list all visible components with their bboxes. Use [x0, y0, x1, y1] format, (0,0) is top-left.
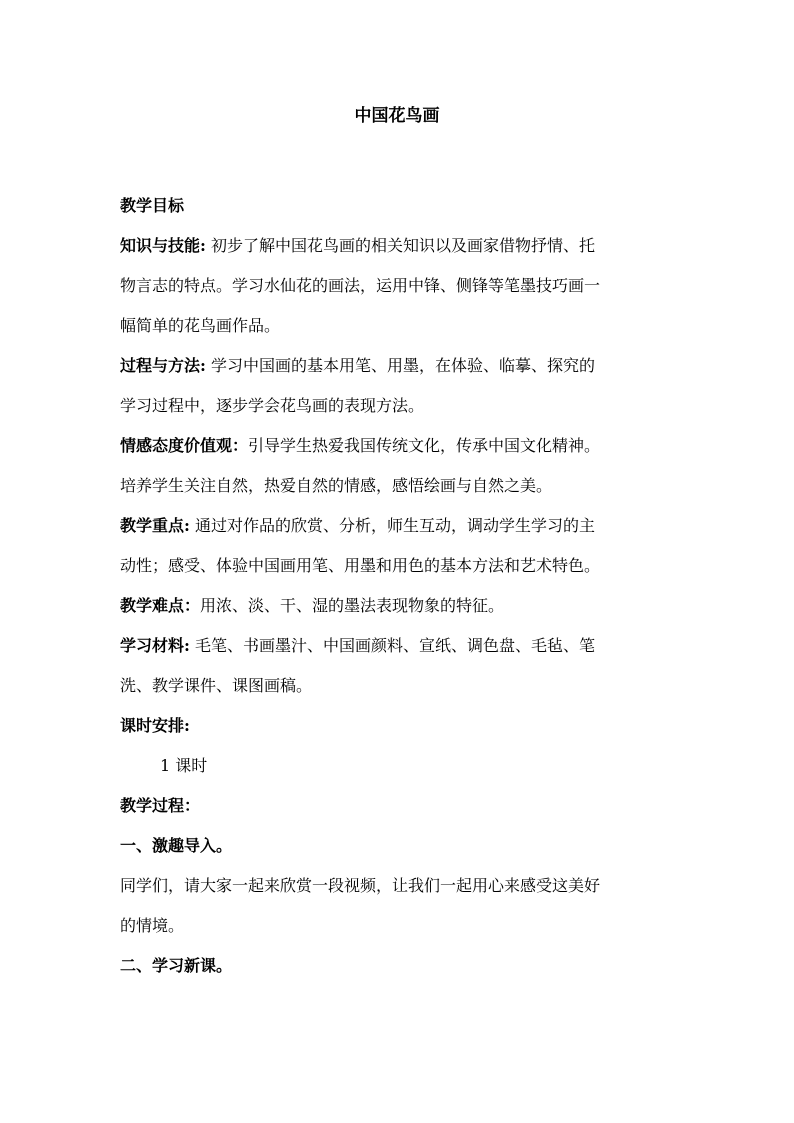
- keypoints-text-1: 通过对作品的欣赏、分析，师生互动，调动学生学习的主: [189, 516, 596, 535]
- difficulties-text-1: 用浓、淡、干、湿的墨法表现物象的特征。: [200, 596, 505, 615]
- materials-label: 学习材料:: [120, 636, 190, 655]
- process-text-2: 学习过程中，逐步学会花鸟画的表现方法。: [120, 396, 425, 415]
- step2-heading: 二、学习新课。: [120, 956, 233, 975]
- materials-text-1: 毛笔、书画墨汁、中国画颜料、宣纸、调色盘、毛毡、笔: [189, 636, 596, 655]
- materials-text-2: 洗、教学课件、课图画稿。: [120, 676, 313, 695]
- knowledge-label: 知识与技能:: [120, 236, 206, 255]
- emotion-label: 情感态度价值观：: [120, 436, 249, 455]
- knowledge-text-1: 初步了解中国花鸟画的相关知识以及画家借物抒情、托: [205, 236, 596, 255]
- step1-heading: 一、激趣导入。: [120, 836, 233, 855]
- knowledge-text-2: 物言志的特点。学习水仙花的画法，运用中锋、侧锋等笔墨技巧画一: [120, 276, 601, 295]
- knowledge-text-3: 幅简单的花鸟画作品。: [120, 316, 281, 335]
- emotion-text-2: 培养学生关注自然，热爱自然的情感，感悟绘画与自然之美。: [120, 476, 553, 495]
- step1-text-2: 的情境。: [120, 916, 185, 935]
- process-line-1: [120, 346, 680, 386]
- keypoints-label: 教学重点:: [120, 516, 190, 535]
- difficulties-line-1: [120, 586, 680, 626]
- emotion-text-1: 引导学生热爱我国传统文化，传承中国文化精神。: [248, 436, 601, 455]
- schedule-label: 课时安排:: [120, 716, 190, 735]
- knowledge-line-1: [120, 226, 680, 266]
- keypoints-text-2: 动性；感受、体验中国画用笔、用墨和用色的基本方法和艺术特色。: [120, 556, 601, 575]
- difficulties-label: 教学难点：: [120, 596, 201, 615]
- schedule-value: 1 课时: [160, 756, 208, 775]
- keypoints-line-1: [120, 506, 680, 546]
- step1-text-1: 同学们，请大家一起来欣赏一段视频，让我们一起用心来感受这美好: [120, 876, 601, 895]
- process-label: 过程与方法:: [120, 356, 206, 375]
- document-body: [120, 186, 680, 986]
- process-heading: 教学过程：: [120, 796, 201, 815]
- materials-line-1: [120, 626, 680, 666]
- objectives-heading: 教学目标: [120, 196, 185, 215]
- emotion-line-1: [120, 426, 680, 466]
- document-title: 中国花鸟画: [354, 106, 440, 126]
- process-text-1: 学习中国画的基本用笔、用墨，在体验、临摹、探究的: [205, 356, 596, 375]
